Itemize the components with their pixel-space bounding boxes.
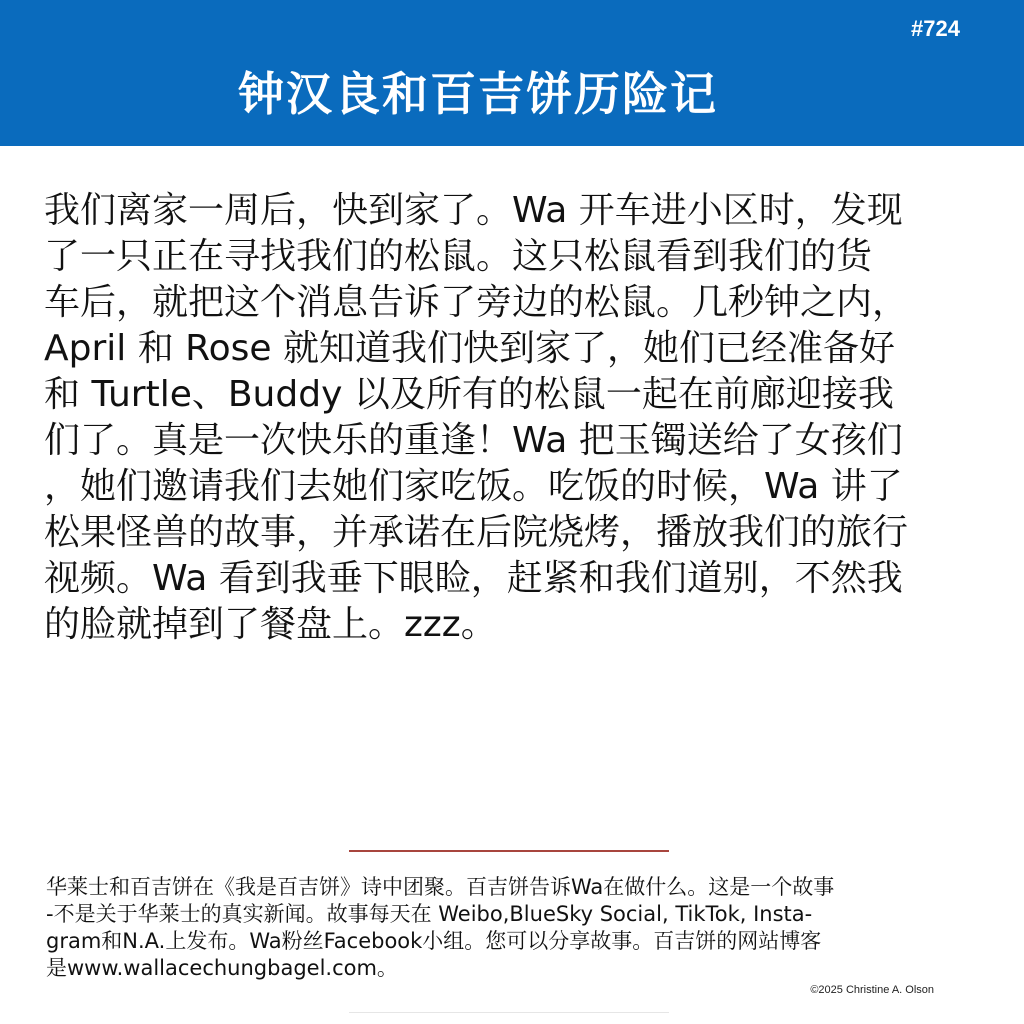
story-line: 了一只正在寻找我们的松鼠。这只松鼠看到我们的货: [44, 236, 873, 277]
story-line: 的脸就掉到了餐盘上。zzz。: [44, 604, 497, 645]
section-divider: [349, 850, 669, 852]
issue-number: #724: [911, 16, 960, 41]
footnote-line: gram和N.A.上发布。Wa粉丝Facebook小组。您可以分享故事。百吉饼的网站博客: [46, 929, 822, 953]
page-title: 钟汉良和百吉饼历险记: [238, 67, 718, 121]
footnote-line: -不是关于华莱士的真实新闻。故事每天在 Weibo,BlueSky Social, TikTok, Insta-: [46, 902, 813, 926]
copyright-notice: ©2025 Christine A. Olson: [810, 984, 934, 996]
story-line: 和 Turtle、Buddy 以及所有的松鼠一起在前廊迎接我: [44, 374, 894, 415]
header-banner: [0, 0, 1024, 146]
story-line: ，她们邀请我们去她们家吃饭。吃饭的时候，Wa 讲了: [44, 466, 903, 507]
story-line: April 和 Rose 就知道我们快到家了，她们已经准备好: [44, 328, 895, 369]
story-line: 视频。Wa 看到我垂下眼睑，赶紧和我们道别，不然我: [44, 558, 903, 599]
story-line: 车后，就把这个消息告诉了旁边的松鼠。几秒钟之内，: [44, 282, 909, 323]
story-line: 松果怪兽的故事，并承诺在后院烧烤，播放我们的旅行: [44, 512, 909, 553]
footnote-text: [46, 874, 982, 982]
story-text: [44, 188, 982, 648]
story-line: 我们离家一周后，快到家了。Wa 开车进小区时，发现: [44, 190, 903, 231]
bottom-divider: [349, 1012, 669, 1013]
story-line: 们了。真是一次快乐的重逢！Wa 把玉镯送给了女孩们: [44, 420, 903, 461]
footnote-line: 华莱士和百吉饼在《我是百吉饼》诗中团聚。百吉饼告诉Wa在做什么。这是一个故事: [46, 875, 835, 899]
footnote-line: 是www.wallacechungbagel.com。: [46, 956, 398, 980]
